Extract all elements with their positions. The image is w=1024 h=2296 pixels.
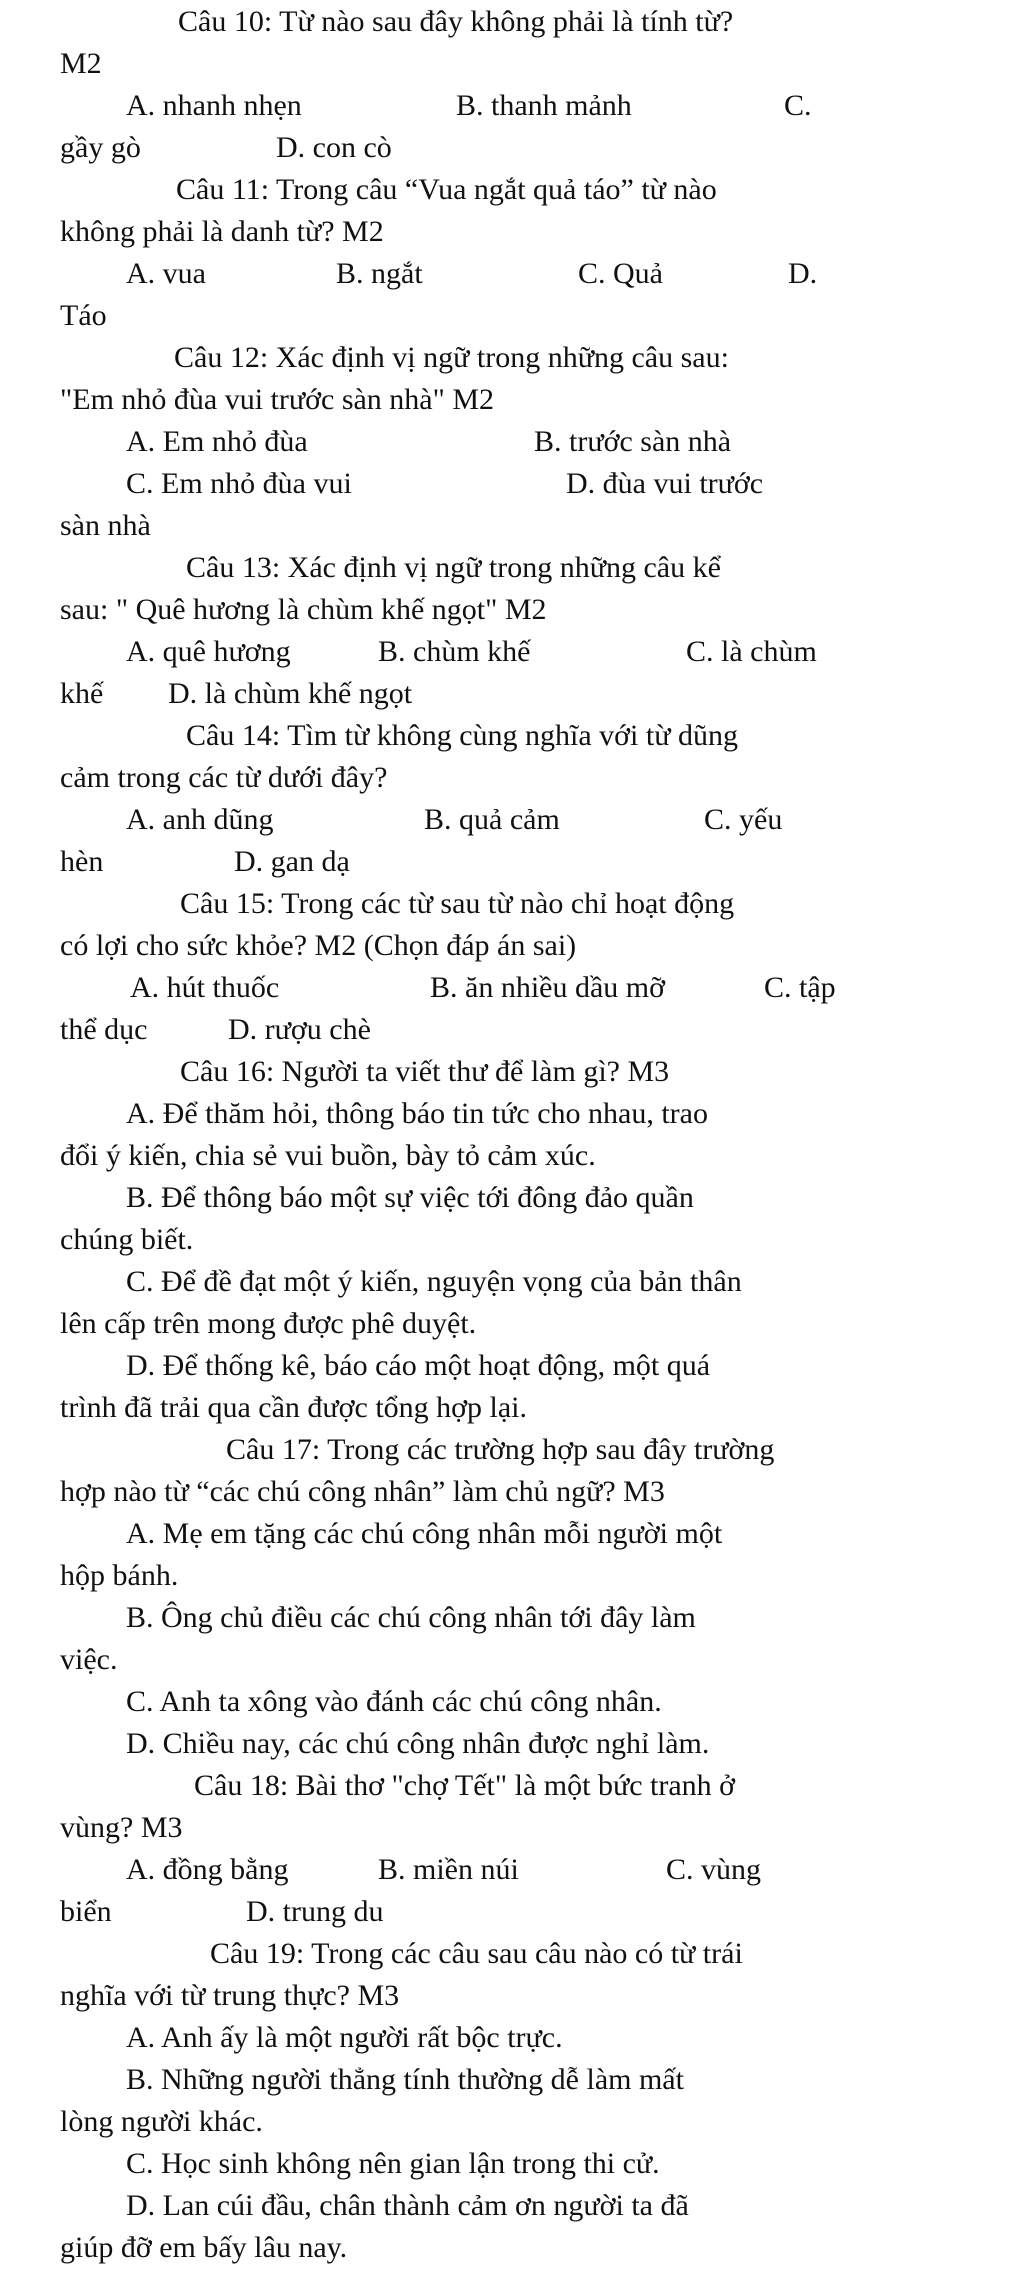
text-line: có lợi cho sức khỏe? M2 (Chọn đáp án sai) — [60, 929, 577, 962]
text-line: lòng người khác. — [60, 2105, 263, 2138]
text-line: Câu 10: Từ nào sau đây không phải là tính từ? — [178, 5, 734, 38]
text-line: Câu 18: Bài thơ "chợ Tết" là một bức tranh ở — [194, 1769, 736, 1802]
text-line: A. Em nhỏ đùa — [126, 425, 308, 458]
text-line: Câu 16: Người ta viết thư để làm gì? M3 — [180, 1055, 670, 1088]
text-line: C. Quả — [578, 257, 663, 290]
text-line: đổi ý kiến, chia sẻ vui buồn, bày tỏ cảm xúc. — [60, 1139, 596, 1172]
text-line: A. hút thuốc — [130, 971, 280, 1004]
text-line: D. rượu chè — [228, 1013, 371, 1046]
text-line: Câu 13: Xác định vị ngữ trong những câu kể — [186, 551, 721, 584]
text-line: M2 — [60, 47, 102, 80]
text-line: B. ăn nhiều dầu mỡ — [430, 971, 665, 1004]
text-line: C. Anh ta xông vào đánh các chú công nhân. — [126, 1685, 662, 1718]
text-line: việc. — [60, 1643, 118, 1676]
text-line: sau: " Quê hương là chùm khế ngọt" M2 — [60, 593, 547, 626]
text-line: D. Chiều nay, các chú công nhân được nghỉ làm. — [126, 1727, 710, 1760]
text-line: B. chùm khế — [378, 635, 531, 668]
text-line: B. Ông chủ điều các chú công nhân tới đây làm — [126, 1601, 696, 1634]
text-line: D. Để thống kê, báo cáo một hoạt động, một quá — [126, 1349, 711, 1382]
text-line: A. đồng bằng — [126, 1853, 289, 1886]
text-line: Câu 19: Trong các câu sau câu nào có từ trái — [210, 1937, 743, 1970]
text-line: D. gan dạ — [234, 845, 350, 878]
text-line: B. ngắt — [336, 257, 423, 290]
text-line: A. Để thăm hỏi, thông báo tin tức cho nhau, trao — [126, 1097, 708, 1130]
text-line: biển — [60, 1895, 112, 1928]
text-line: D. trung du — [246, 1895, 384, 1928]
text-line: C. vùng — [666, 1853, 762, 1886]
text-line: gầy gò — [60, 131, 141, 164]
text-line: D. đùa vui trước — [566, 467, 764, 500]
text-line: Câu 12: Xác định vị ngữ trong những câu sau: — [174, 341, 729, 374]
text-line: trình đã trải qua cần được tổng hợp lại. — [60, 1391, 528, 1424]
text-line: B. Những người thẳng tính thường dễ làm mất — [126, 2063, 684, 2096]
text-line: cảm trong các từ dưới đây? — [60, 761, 388, 794]
text-line: C. là chùm — [686, 635, 817, 668]
text-line: Câu 15: Trong các từ sau từ nào chỉ hoạt động — [180, 887, 735, 920]
text-line: vùng? M3 — [60, 1811, 183, 1844]
text-line: A. quê hương — [126, 635, 291, 668]
text-line: sàn nhà — [60, 509, 151, 542]
text-line: nghĩa với từ trung thực? M3 — [60, 1979, 400, 2012]
text-line: C. — [784, 89, 812, 122]
text-line: Câu 14: Tìm từ không cùng nghĩa với từ dũng — [186, 719, 738, 752]
text-line: thể dục — [60, 1013, 148, 1046]
text-line: "Em nhỏ đùa vui trước sàn nhà" M2 — [60, 383, 495, 416]
text-line: D. con cò — [276, 131, 392, 164]
text-line: chúng biết. — [60, 1223, 194, 1256]
text-line: C. yếu — [704, 803, 783, 836]
text-line: D. là chùm khế ngọt — [168, 677, 413, 710]
text-line: B. quả cảm — [424, 803, 560, 836]
text-line: hèn — [60, 845, 104, 878]
text-line: C. Học sinh không nên gian lận trong thi cử. — [126, 2147, 660, 2180]
text-line: A. Anh ấy là một người rất bộc trực. — [126, 2021, 563, 2054]
text-line: A. Mẹ em tặng các chú công nhân mỗi người một — [126, 1517, 723, 1550]
text-line: khế — [60, 677, 104, 710]
text-line: C. Em nhỏ đùa vui — [126, 467, 352, 500]
text-line: Câu 17: Trong các trường hợp sau đây trường — [226, 1433, 775, 1466]
text-line: D. — [788, 257, 818, 290]
text-line: B. thanh mảnh — [456, 89, 632, 122]
text-line: giúp đỡ em bấy lâu nay. — [60, 2231, 348, 2264]
text-line: D. Lan cúi đầu, chân thành cảm ơn người ta đã — [126, 2189, 689, 2222]
text-line: C. tập — [764, 971, 836, 1004]
text-line: A. anh dũng — [126, 803, 274, 836]
text-line: Táo — [60, 299, 107, 332]
text-line: C. Để đề đạt một ý kiến, nguyện vọng của bản thân — [126, 1265, 742, 1298]
text-line: B. miền núi — [378, 1853, 519, 1886]
text-line: lên cấp trên mong được phê duyệt. — [60, 1307, 477, 1340]
text-line: không phải là danh từ? M2 — [60, 215, 384, 248]
text-line: A. vua — [126, 257, 206, 290]
text-line: Câu 11: Trong câu “Vua ngắt quả táo” từ nào — [176, 173, 717, 206]
text-line: A. nhanh nhẹn — [126, 89, 302, 122]
text-line: hộp bánh. — [60, 1559, 179, 1592]
text-line: B. Để thông báo một sự việc tới đông đảo quần — [126, 1181, 694, 1214]
text-line: B. trước sàn nhà — [534, 425, 732, 458]
text-line: hợp nào từ “các chú công nhân” làm chủ ngữ? M3 — [60, 1475, 665, 1508]
